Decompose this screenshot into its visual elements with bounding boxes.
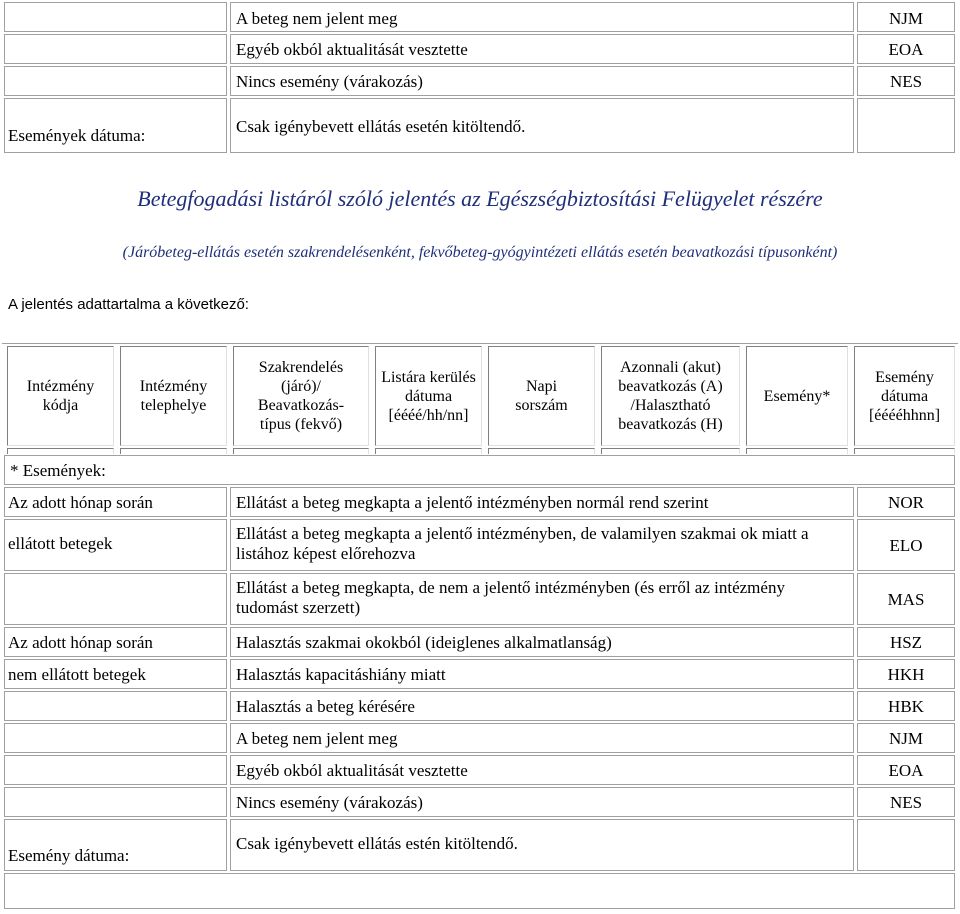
event-desc: Halasztás a beteg kérésére <box>236 697 415 716</box>
events-heading-cell <box>4 455 955 485</box>
event-code: ELO <box>889 536 923 555</box>
group2-label-line1: Az adott hónap során <box>8 633 153 652</box>
group1-label-line2: ellátott betegek <box>8 534 113 553</box>
top-row-code: NES <box>889 72 923 91</box>
event-code: NOR <box>888 493 924 512</box>
header-acute-deferrable: Azonnali (akut) beavatkozás (A) /Halasztható beavatkozás (H) <box>618 359 723 433</box>
empty-row <box>4 873 955 909</box>
report-subtitle: (Járóbeteg-ellátás esetén szakrendelésenként, fekvőbeteg-gyógyintézeti ellátás esetén beavatkozási típusonként) <box>122 244 838 261</box>
event-code: HKH <box>887 665 925 684</box>
header-institution-site: Intézmény telephelye <box>139 378 208 414</box>
header-institution-code: Intézmény kódja <box>26 378 95 414</box>
header-specialty: Szakrendelés (járó)/ Beavatkozás-típus (fekvő) <box>257 359 345 433</box>
top-date-label: Események dátuma: <box>8 126 146 145</box>
event-desc: Nincs esemény (várakozás) <box>236 793 423 812</box>
event-date-label: Esemény dátuma: <box>8 846 130 865</box>
event-code: HBK <box>888 697 924 716</box>
top-table-cell <box>4 34 227 64</box>
header-event: Esemény* <box>763 387 831 405</box>
top-table-cell <box>4 2 227 32</box>
top-row-desc: A beteg nem jelent meg <box>236 9 398 28</box>
top-row-code: EOA <box>888 40 924 59</box>
event-code: EOA <box>888 761 924 780</box>
header-daily-number: Napi sorszám <box>515 378 568 414</box>
event-desc: Ellátást a beteg megkapta a jelentő intézményben, de valamilyen szakmai ok miatt a listához képest előrehozva <box>236 524 809 563</box>
event-desc: A beteg nem jelent meg <box>236 729 398 748</box>
top-table-cell <box>857 98 955 153</box>
event-desc: Ellátást a beteg megkapta, de nem a jelentő intézményben (és erről az intézmény tudomást szerzett) <box>236 578 785 617</box>
event-desc: Egyéb okból aktualitását vesztette <box>236 761 468 780</box>
top-row-desc: Egyéb okból aktualitását vesztette <box>236 40 468 59</box>
event-code: HSZ <box>889 633 923 652</box>
group2-label-line2: nem ellátott betegek <box>8 665 146 684</box>
event-code: NES <box>889 793 923 812</box>
header-list-date: Listára kerülés dátuma [éééé/hh/nn] <box>381 368 476 424</box>
report-title: Betegfogadási listáról szóló jelentés az Egészségbiztosítási Felügyelet részére <box>137 186 823 211</box>
header-event-date: Esemény dátuma [ééééhhnn] <box>868 368 941 424</box>
events-heading: * Események: <box>10 461 106 480</box>
top-date-note: Csak igénybevett ellátás esetén kitöltendő. <box>236 117 526 136</box>
group1-label-line1: Az adott hónap során <box>8 493 153 512</box>
event-desc: Halasztás szakmai okokból (ideiglenes alkalmatlanság) <box>236 633 612 652</box>
event-desc: Halasztás kapacitáshiány miatt <box>236 665 446 684</box>
content-intro: A jelentés adattartalma a következő: <box>8 296 249 313</box>
event-desc: Ellátást a beteg megkapta a jelentő intézményben normál rend szerint <box>236 493 709 512</box>
event-code: NJM <box>888 729 923 748</box>
top-row-code: NJM <box>888 9 923 28</box>
event-date-note: Csak igénybevett ellátás estén kitöltendő. <box>236 834 518 853</box>
top-row-desc: Nincs esemény (várakozás) <box>236 72 423 91</box>
event-code: MAS <box>887 590 925 609</box>
top-table-cell <box>4 66 227 96</box>
